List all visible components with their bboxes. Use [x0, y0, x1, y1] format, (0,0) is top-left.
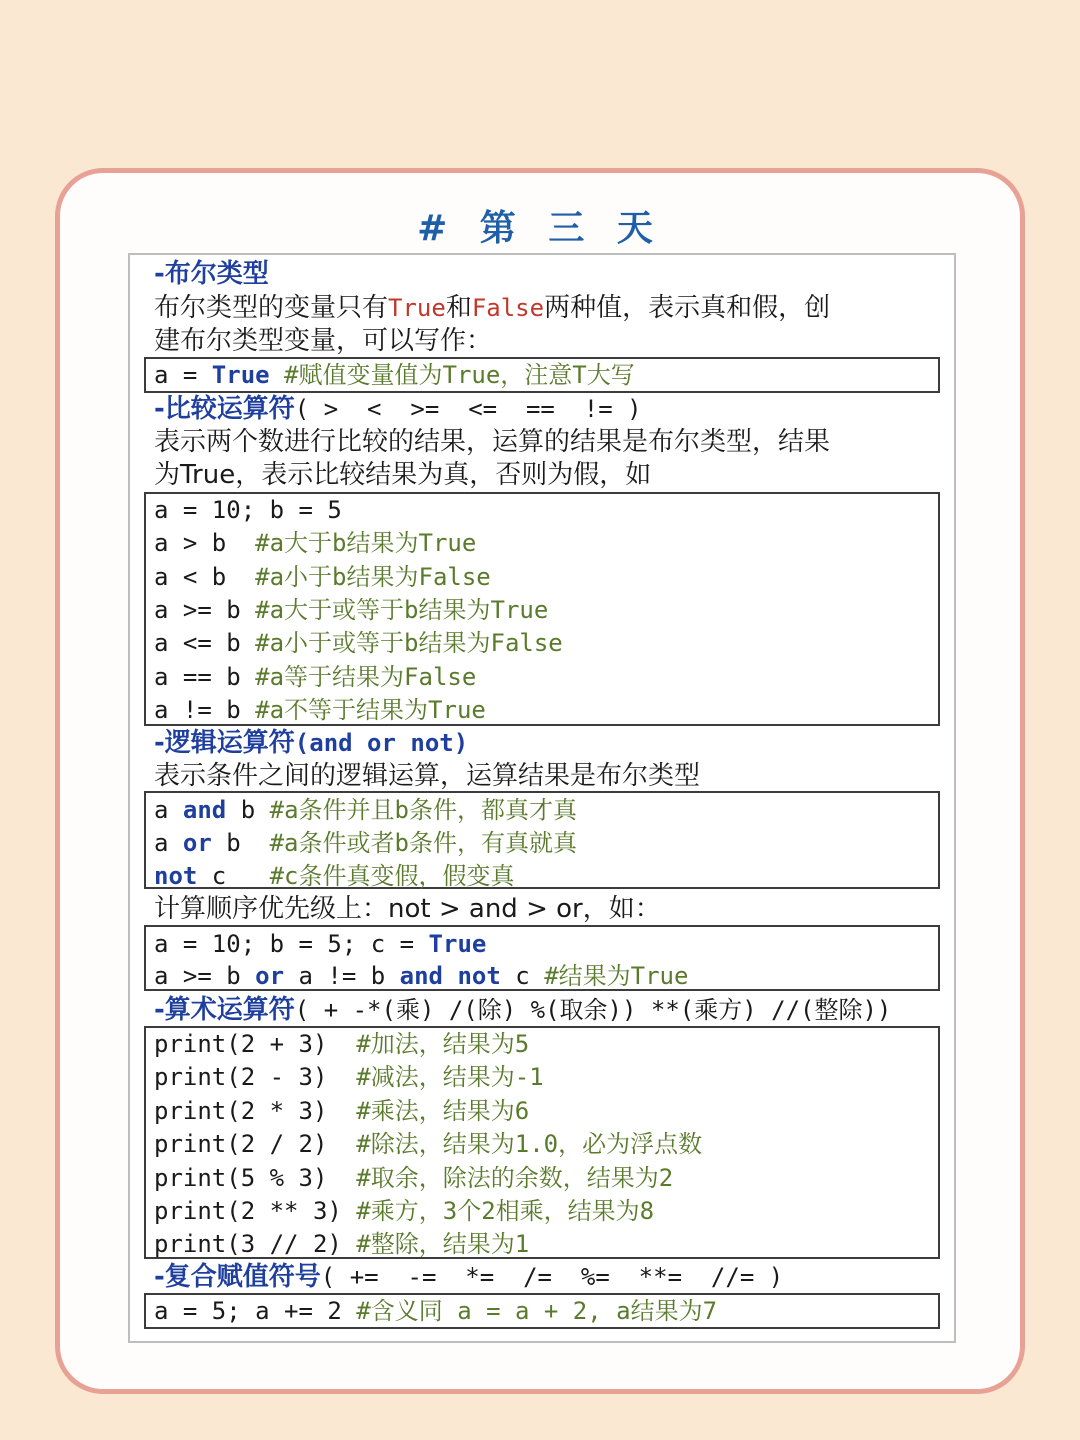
logic-desc: 表示条件之间的逻辑运算，运算结果是布尔类型: [154, 761, 701, 791]
logic-heading: -逻辑运算符(and or not): [154, 728, 469, 758]
arith-code-line: print(2 - 3) #减法，结果为-1: [154, 1063, 544, 1092]
arith-code-line: print(2 ** 3) #乘方，3个2相乘，结果为8: [154, 1197, 655, 1225]
compare-heading: -比较运算符( > < >= <= == != ): [154, 394, 642, 424]
compare-code-line: a < b #a小于b结果为False: [154, 562, 491, 591]
arith-code-line: print(2 / 2) #除法，结果为1.0，必为浮点数: [154, 1130, 703, 1159]
compare-desc-2: 为True，表示比较结果为真，否则为假，如: [154, 460, 652, 490]
arith-code-line: print(5 % 3) #取余，除法的余数，结果为2: [154, 1163, 674, 1192]
arith-code-line: print(2 * 3) #乘法，结果为6: [154, 1096, 530, 1125]
compare-code-line: a > b #a大于b结果为True: [154, 529, 477, 558]
logic-code-line: a and b #a条件并且b条件，都真才真: [154, 796, 577, 824]
bool-heading: -布尔类型: [154, 259, 269, 289]
bool-code-line: a = True #赋值变量值为True，注意T大写: [154, 361, 635, 389]
compare-desc-1: 表示两个数进行比较的结果，运算的结果是布尔类型，结果: [154, 427, 831, 457]
arith-code-line: print(3 // 2) #整除，结果为1: [154, 1230, 530, 1259]
bool-desc-2: 建布尔类型变量，可以写作：: [154, 326, 493, 356]
compound-heading: -复合赋值符号( += -= *= /= %= **= //= ): [154, 1262, 784, 1292]
logic-code-line: a or b #a条件或者b条件，有真就真: [154, 829, 577, 857]
priority-example-2: a >= b or a != b and not c #结果为True: [154, 962, 689, 990]
compare-code-line: a == b #a等于结果为False: [154, 662, 477, 691]
compare-code-line: a != b #a不等于结果为True: [154, 695, 486, 724]
priority-example-1: a = 10; b = 5; c = True: [154, 930, 487, 958]
compare-code-line: a = 10; b = 5: [154, 496, 342, 524]
compare-code-line: a <= b #a小于或等于b结果为False: [154, 629, 563, 658]
page-title: # 第 三 天: [417, 208, 663, 249]
arith-heading: -算术运算符( + -*(乘) /(除) %(取余)) **(乘方) //(整除)): [154, 995, 892, 1025]
compare-code-line: a >= b #a大于或等于b结果为True: [154, 595, 549, 624]
logic-code-line: not c #c条件真变假，假变真: [154, 862, 515, 890]
bool-desc-1: 布尔类型的变量只有True和False两种值，表示真和假，创: [154, 293, 831, 323]
arith-code-line: print(2 + 3) #加法，结果为5: [154, 1030, 530, 1058]
compound-code-line: a = 5; a += 2 #含义同 a = a + 2, a结果为7: [154, 1297, 718, 1325]
priority-line: 计算顺序优先级上：not > and > or，如：: [154, 894, 661, 924]
